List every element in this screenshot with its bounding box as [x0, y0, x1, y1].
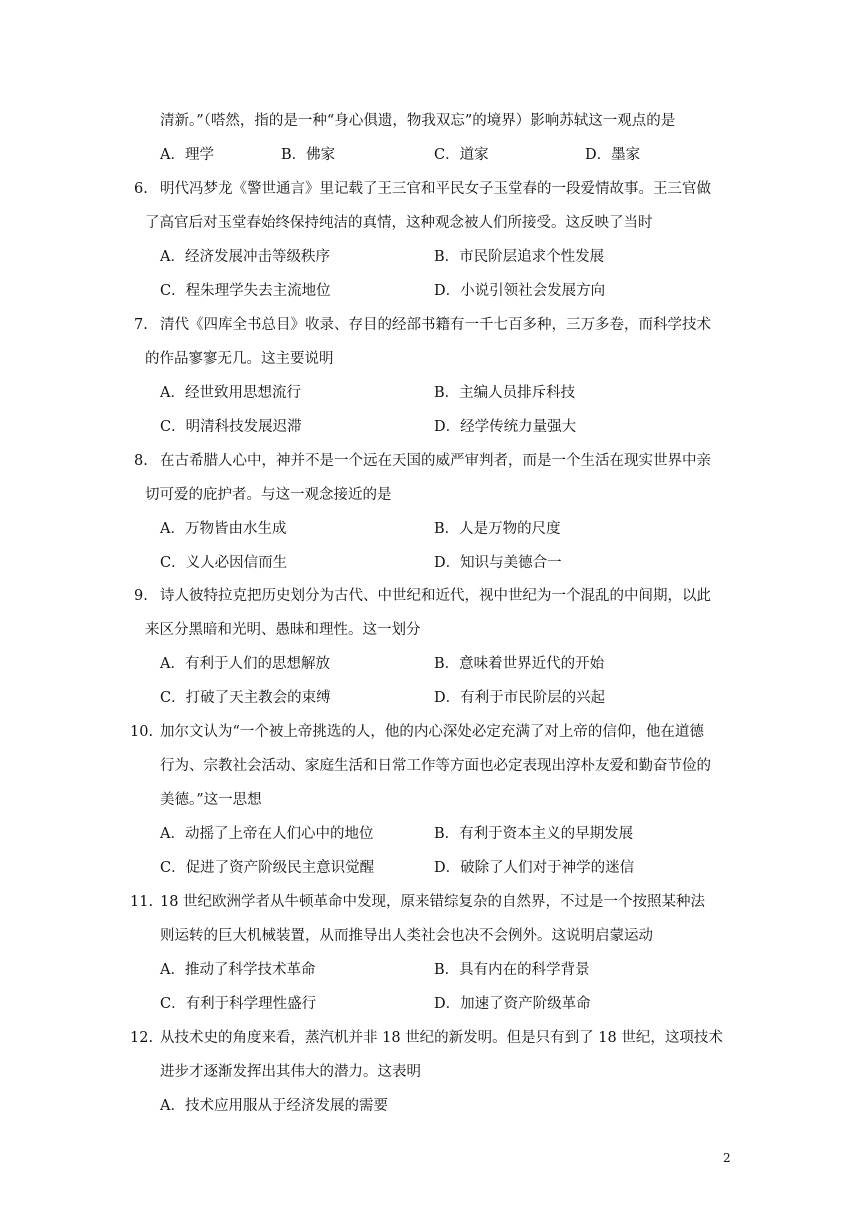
option-c: C．义人必因信而生 — [160, 555, 288, 571]
option-d: D．加速了资产阶级革命 — [434, 996, 591, 1012]
option-d: D．破除了人们对于神学的迷信 — [434, 860, 635, 876]
option-a: A．有利于人们的思想解放 — [160, 656, 330, 672]
question-number: 12. — [130, 1030, 154, 1046]
question-number: 9. — [134, 588, 148, 604]
question-text-line: 诗人彼特拉克把历史划分为古代、中世纪和近代，视中世纪为一个混乱的中间期，以此 — [160, 588, 711, 604]
option-d: D．墨家 — [585, 147, 641, 163]
question-text-line: 从技术史的角度来看，蒸汽机并非 18 世纪的新发明。但是只有到了 18 世纪，这项技术 — [160, 1030, 723, 1046]
question-number: 10. — [130, 724, 154, 740]
question-text-line: 则运转的巨大机械装置，从而推导出人类社会也决不会例外。这说明启蒙运动 — [160, 928, 653, 944]
option-c: C．打破了天主教会的束缚 — [160, 690, 331, 706]
option-a: A．理学 — [160, 147, 214, 163]
option-a: A．经济发展冲击等级秩序 — [160, 249, 330, 265]
question-text-line: 加尔文认为“一个被上帝挑选的人，他的内心深处必定充满了对上帝的信仰，他在道德 — [160, 724, 704, 740]
option-a: A．技术应用服从于经济发展的需要 — [160, 1098, 388, 1114]
option-d: D．小说引领社会发展方向 — [434, 283, 606, 299]
question-text-line: 清代《四库全书总目》收录、存目的经部书籍有一千七百多种，三万多卷，而科学技术 — [160, 317, 711, 333]
option-c: C．程朱理学失去主流地位 — [160, 283, 331, 299]
question-text-line: 美德。”这一思想 — [160, 792, 262, 808]
question-text-line: 在古希腊人心中，神并不是一个远在天国的威严审判者，而是一个生活在现实世界中亲 — [160, 453, 711, 469]
question-text-line: 切可爱的庇护者。与这一观念接近的是 — [145, 487, 392, 503]
option-a: A．万物皆由水生成 — [160, 521, 287, 537]
question-text-line: 的作品寥寥无几。这主要说明 — [145, 351, 334, 367]
question-number: 11. — [130, 894, 154, 910]
option-b: B．具有内在的科学背景 — [434, 962, 590, 978]
option-a: A．经世致用思想流行 — [160, 385, 301, 401]
option-b: B．主编人员排斥科技 — [434, 385, 576, 401]
option-b: B．佛家 — [281, 147, 336, 163]
option-b: B．市民阶层追求个性发展 — [434, 249, 605, 265]
question-number: 8. — [134, 453, 148, 469]
option-c: C．促进了资产阶级民主意识觉醒 — [160, 860, 375, 876]
question-text-line: 行为、宗教社会活动、家庭生活和日常工作等方面也必定表现出淳朴友爱和勤奋节俭的 — [160, 758, 711, 774]
option-c: C．道家 — [434, 147, 489, 163]
question-text-line: 清新。”（嗒然，指的是一种“身心俱遗，物我双忘”的境界）影响苏轼这一观点的是 — [160, 113, 676, 129]
question-text-line: 来区分黑暗和光明、愚昧和理性。这一划分 — [145, 622, 421, 638]
option-b: B．有利于资本主义的早期发展 — [434, 826, 634, 842]
option-c: C．有利于科学理性盛行 — [160, 996, 317, 1012]
option-a: A．动摇了上帝在人们心中的地位 — [160, 826, 374, 842]
option-c: C．明清科技发展迟滞 — [160, 419, 302, 435]
question-text-line: 18 世纪欧洲学者从牛顿革命中发现，原来错综复杂的自然界，不过是一个按照某种法 — [160, 894, 706, 910]
question-text-line: 明代冯梦龙《警世通言》里记载了王三官和平民女子玉堂春的一段爱情故事。王三官做 — [160, 181, 711, 197]
question-number: 7. — [134, 317, 148, 333]
question-number: 6. — [134, 181, 148, 197]
page-number: 2 — [723, 1151, 731, 1165]
option-d: D．知识与美德合一 — [434, 555, 562, 571]
option-b: B．意味着世界近代的开始 — [434, 656, 605, 672]
question-text-line: 进步才逐渐发挥出其伟大的潜力。这表明 — [160, 1064, 421, 1080]
option-d: D．有利于市民阶层的兴起 — [434, 690, 606, 706]
option-d: D．经学传统力量强大 — [434, 419, 577, 435]
option-b: B．人是万物的尺度 — [434, 521, 561, 537]
question-text-line: 了高官后对玉堂春始终保持纯洁的真情，这种观念被人们所接受。这反映了当时 — [145, 215, 653, 231]
option-a: A．推动了科学技术革命 — [160, 962, 316, 978]
